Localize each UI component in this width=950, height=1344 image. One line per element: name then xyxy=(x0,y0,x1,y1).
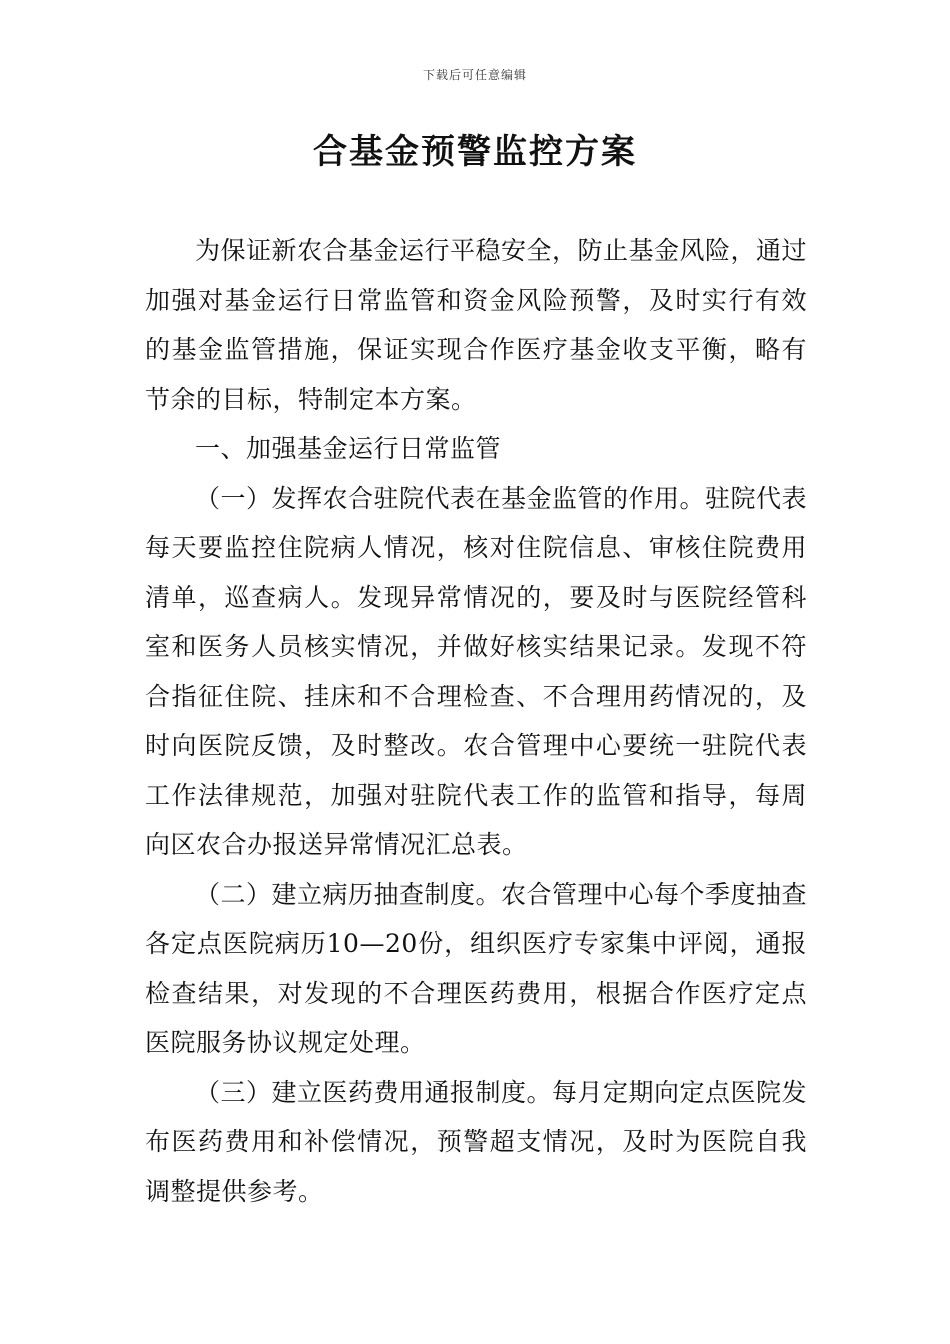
paragraph-item-3: （三）建立医药费用通报制度。每月定期向定点医院发布医药费用和补偿情况，预警超支情况，及时为医院自我调整提供参考。 xyxy=(145,1077,808,1206)
document-body xyxy=(145,226,807,1216)
paragraph-item-1: （一）发挥农合驻院代表在基金监管的作用。驻院代表每天要监控住院病人情况，核对住院信息、审核住院费用清单，巡查病人。发现异常情况的，要及时与医院经管科室和医务人员核实情况，并做好核实结果记录。发现不符合指征住院、挂床和不合理检查、不合理用药情况的，及时向医院反馈，及时整改。农合管理中心要统一驻院代表工作法律规范，加强对驻院代表工作的监管和指导，每周向区农合办报送异常情况汇总表。 xyxy=(145,483,808,859)
paragraph-item-2: （二）建立病历抽查制度。农合管理中心每个季度抽查各定点医院病历10—20份，组织医疗专家集中评阅，通报检查结果，对发现的不合理医药费用，根据合作医疗定点医院服务协议规定处理。 xyxy=(145,879,808,1057)
section-heading-1: 一、加强基金运行日常监管 xyxy=(195,434,502,463)
paragraph-intro: 为保证新农合基金运行平稳安全，防止基金风险，通过加强对基金运行日常监管和资金风险预警，及时实行有效的基金监管措施，保证实现合作医疗基金收支平衡，略有节余的目标，特制定本方案。 xyxy=(145,236,808,414)
document-title: 合基金预警监控方案 xyxy=(313,132,637,172)
page-header-note: 下载后可任意编辑 xyxy=(422,68,527,82)
